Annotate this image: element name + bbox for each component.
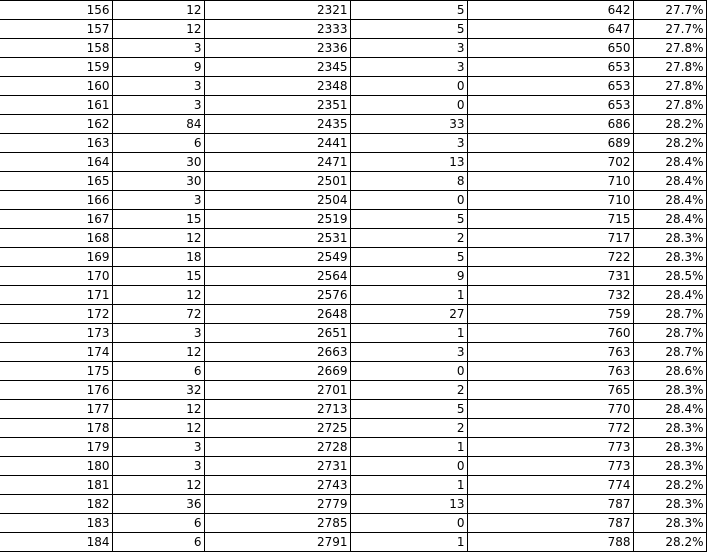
hits-cell[interactable]: 1 (350, 324, 467, 343)
table-row (0, 419, 706, 438)
rate-cell[interactable]: 28.3% (633, 248, 706, 267)
rate-cell[interactable]: 27.8% (633, 96, 706, 115)
hits-cell[interactable]: 3 (350, 134, 467, 153)
rate-cell[interactable]: 28.7% (633, 343, 706, 362)
hits-cell[interactable]: 5 (350, 1, 467, 20)
cumulative-hits-cell[interactable]: 653 (467, 77, 633, 96)
table-row (0, 96, 706, 115)
index-cell[interactable]: 173 (0, 324, 112, 343)
rate-cell[interactable]: 27.7% (633, 20, 706, 39)
cumulative-hits-cell[interactable]: 722 (467, 248, 633, 267)
cumulative-count-cell[interactable]: 2333 (204, 20, 350, 39)
cumulative-count-cell[interactable]: 2531 (204, 229, 350, 248)
index-cell[interactable]: 178 (0, 419, 112, 438)
cumulative-hits-cell[interactable]: 732 (467, 286, 633, 305)
cumulative-hits-cell[interactable]: 773 (467, 457, 633, 476)
cumulative-hits-cell[interactable]: 653 (467, 96, 633, 115)
cumulative-hits-cell[interactable]: 772 (467, 419, 633, 438)
cumulative-count-cell[interactable]: 2336 (204, 39, 350, 58)
cumulative-hits-cell[interactable]: 787 (467, 495, 633, 514)
cumulative-hits-cell[interactable]: 763 (467, 362, 633, 381)
table-row (0, 39, 706, 58)
cumulative-hits-cell[interactable]: 717 (467, 229, 633, 248)
rate-cell[interactable]: 28.3% (633, 419, 706, 438)
table-row (0, 514, 706, 533)
index-cell[interactable]: 170 (0, 267, 112, 286)
table-row (0, 324, 706, 343)
count-cell[interactable]: 3 (112, 96, 204, 115)
index-cell[interactable]: 176 (0, 381, 112, 400)
index-cell[interactable]: 177 (0, 400, 112, 419)
hits-cell[interactable]: 5 (350, 210, 467, 229)
rate-cell[interactable]: 27.8% (633, 39, 706, 58)
index-cell[interactable]: 163 (0, 134, 112, 153)
hits-cell[interactable]: 1 (350, 438, 467, 457)
cumulative-count-cell[interactable]: 2519 (204, 210, 350, 229)
cumulative-hits-cell[interactable]: 715 (467, 210, 633, 229)
rate-cell[interactable]: 27.8% (633, 77, 706, 96)
cumulative-count-cell[interactable]: 2713 (204, 400, 350, 419)
index-cell[interactable]: 164 (0, 153, 112, 172)
cumulative-hits-cell[interactable]: 710 (467, 172, 633, 191)
rate-cell[interactable]: 28.7% (633, 324, 706, 343)
count-cell[interactable]: 9 (112, 58, 204, 77)
index-cell[interactable]: 181 (0, 476, 112, 495)
rate-cell[interactable]: 28.4% (633, 191, 706, 210)
table-row (0, 1, 706, 20)
index-cell[interactable]: 166 (0, 191, 112, 210)
hits-cell[interactable]: 5 (350, 400, 467, 419)
hits-cell[interactable]: 1 (350, 476, 467, 495)
cumulative-count-cell[interactable]: 2576 (204, 286, 350, 305)
index-cell[interactable]: 184 (0, 533, 112, 552)
cumulative-count-cell[interactable]: 2669 (204, 362, 350, 381)
cumulative-count-cell[interactable]: 2785 (204, 514, 350, 533)
count-cell[interactable]: 3 (112, 457, 204, 476)
count-cell[interactable]: 3 (112, 77, 204, 96)
cumulative-count-cell[interactable]: 2728 (204, 438, 350, 457)
count-cell[interactable]: 3 (112, 39, 204, 58)
hits-cell[interactable]: 3 (350, 39, 467, 58)
count-cell[interactable]: 3 (112, 324, 204, 343)
cumulative-count-cell[interactable]: 2564 (204, 267, 350, 286)
hits-cell[interactable]: 0 (350, 514, 467, 533)
rate-cell[interactable]: 28.4% (633, 286, 706, 305)
hits-cell[interactable]: 1 (350, 533, 467, 552)
count-cell[interactable]: 12 (112, 286, 204, 305)
rate-cell[interactable]: 28.3% (633, 438, 706, 457)
cumulative-hits-cell[interactable]: 759 (467, 305, 633, 324)
rate-cell[interactable]: 28.2% (633, 115, 706, 134)
count-cell[interactable]: 3 (112, 438, 204, 457)
count-cell[interactable]: 12 (112, 229, 204, 248)
cumulative-hits-cell[interactable]: 788 (467, 533, 633, 552)
index-cell[interactable]: 182 (0, 495, 112, 514)
rate-cell[interactable]: 28.4% (633, 210, 706, 229)
hits-cell[interactable]: 2 (350, 229, 467, 248)
cumulative-hits-cell[interactable]: 647 (467, 20, 633, 39)
hits-cell[interactable]: 33 (350, 115, 467, 134)
cumulative-count-cell[interactable]: 2743 (204, 476, 350, 495)
count-cell[interactable]: 30 (112, 172, 204, 191)
index-cell[interactable]: 169 (0, 248, 112, 267)
rate-cell[interactable]: 28.4% (633, 172, 706, 191)
hits-cell[interactable]: 3 (350, 343, 467, 362)
cumulative-count-cell[interactable]: 2651 (204, 324, 350, 343)
count-cell[interactable]: 15 (112, 267, 204, 286)
cumulative-hits-cell[interactable]: 702 (467, 153, 633, 172)
index-cell[interactable]: 157 (0, 20, 112, 39)
hits-cell[interactable]: 2 (350, 419, 467, 438)
table-row (0, 381, 706, 400)
hits-cell[interactable]: 5 (350, 20, 467, 39)
index-cell[interactable]: 172 (0, 305, 112, 324)
hits-cell[interactable]: 8 (350, 172, 467, 191)
count-cell[interactable]: 84 (112, 115, 204, 134)
count-cell[interactable]: 12 (112, 343, 204, 362)
count-cell[interactable]: 12 (112, 476, 204, 495)
cumulative-count-cell[interactable]: 2725 (204, 419, 350, 438)
cumulative-count-cell[interactable]: 2549 (204, 248, 350, 267)
table-row (0, 191, 706, 210)
index-cell[interactable]: 175 (0, 362, 112, 381)
cumulative-count-cell[interactable]: 2779 (204, 495, 350, 514)
rate-cell[interactable]: 28.3% (633, 514, 706, 533)
index-cell[interactable]: 179 (0, 438, 112, 457)
rate-cell[interactable]: 28.2% (633, 134, 706, 153)
count-cell[interactable]: 3 (112, 191, 204, 210)
hits-cell[interactable]: 2 (350, 381, 467, 400)
count-cell[interactable]: 6 (112, 134, 204, 153)
table-row (0, 438, 706, 457)
table-row (0, 58, 706, 77)
cumulative-count-cell[interactable]: 2504 (204, 191, 350, 210)
index-cell[interactable]: 165 (0, 172, 112, 191)
count-cell[interactable]: 36 (112, 495, 204, 514)
table-row (0, 267, 706, 286)
rate-cell[interactable]: 28.6% (633, 362, 706, 381)
cumulative-count-cell[interactable]: 2648 (204, 305, 350, 324)
hits-cell[interactable]: 0 (350, 191, 467, 210)
table-row (0, 305, 706, 324)
rate-cell[interactable]: 28.7% (633, 305, 706, 324)
table-row (0, 20, 706, 39)
cumulative-count-cell[interactable]: 2348 (204, 77, 350, 96)
index-cell[interactable]: 167 (0, 210, 112, 229)
table-row (0, 210, 706, 229)
cumulative-count-cell[interactable]: 2351 (204, 96, 350, 115)
index-cell[interactable]: 161 (0, 96, 112, 115)
cumulative-count-cell[interactable]: 2321 (204, 1, 350, 20)
count-cell[interactable]: 15 (112, 210, 204, 229)
table-row (0, 248, 706, 267)
rate-cell[interactable]: 28.3% (633, 229, 706, 248)
hits-cell[interactable]: 13 (350, 153, 467, 172)
table-row (0, 77, 706, 96)
table-row (0, 476, 706, 495)
hits-cell[interactable]: 27 (350, 305, 467, 324)
index-cell[interactable]: 162 (0, 115, 112, 134)
index-cell[interactable]: 171 (0, 286, 112, 305)
cumulative-count-cell[interactable]: 2701 (204, 381, 350, 400)
cumulative-hits-cell[interactable]: 642 (467, 1, 633, 20)
index-cell[interactable]: 158 (0, 39, 112, 58)
rate-cell[interactable]: 28.3% (633, 381, 706, 400)
count-cell[interactable]: 12 (112, 20, 204, 39)
cumulative-hits-cell[interactable]: 765 (467, 381, 633, 400)
table-body (0, 1, 706, 552)
count-cell[interactable]: 18 (112, 248, 204, 267)
cumulative-hits-cell[interactable]: 774 (467, 476, 633, 495)
table-row (0, 343, 706, 362)
cumulative-hits-cell[interactable]: 689 (467, 134, 633, 153)
count-cell[interactable]: 12 (112, 400, 204, 419)
hits-cell[interactable]: 0 (350, 457, 467, 476)
cumulative-count-cell[interactable]: 2435 (204, 115, 350, 134)
cumulative-hits-cell[interactable]: 770 (467, 400, 633, 419)
hits-cell[interactable]: 13 (350, 495, 467, 514)
index-cell[interactable]: 174 (0, 343, 112, 362)
table-row (0, 533, 706, 552)
table-row (0, 153, 706, 172)
count-cell[interactable]: 72 (112, 305, 204, 324)
count-cell[interactable]: 30 (112, 153, 204, 172)
cumulative-hits-cell[interactable]: 653 (467, 58, 633, 77)
cumulative-count-cell[interactable]: 2663 (204, 343, 350, 362)
cumulative-count-cell[interactable]: 2791 (204, 533, 350, 552)
cumulative-hits-cell[interactable]: 787 (467, 514, 633, 533)
cumulative-hits-cell[interactable]: 763 (467, 343, 633, 362)
cumulative-count-cell[interactable]: 2471 (204, 153, 350, 172)
count-cell[interactable]: 6 (112, 514, 204, 533)
table-row (0, 134, 706, 153)
rate-cell[interactable]: 28.3% (633, 457, 706, 476)
rate-cell[interactable]: 28.2% (633, 533, 706, 552)
index-cell[interactable]: 168 (0, 229, 112, 248)
count-cell[interactable]: 32 (112, 381, 204, 400)
index-cell[interactable]: 159 (0, 58, 112, 77)
cumulative-hits-cell[interactable]: 650 (467, 39, 633, 58)
table-row (0, 362, 706, 381)
table-row (0, 400, 706, 419)
hits-cell[interactable]: 9 (350, 267, 467, 286)
table-row (0, 115, 706, 134)
hits-cell[interactable]: 0 (350, 362, 467, 381)
hits-cell[interactable]: 3 (350, 58, 467, 77)
rate-cell[interactable]: 27.8% (633, 58, 706, 77)
index-cell[interactable]: 180 (0, 457, 112, 476)
cumulative-hits-cell[interactable]: 710 (467, 191, 633, 210)
index-cell[interactable]: 156 (0, 1, 112, 20)
cumulative-hits-cell[interactable]: 731 (467, 267, 633, 286)
index-cell[interactable]: 183 (0, 514, 112, 533)
table-row (0, 172, 706, 191)
cumulative-hits-cell[interactable]: 773 (467, 438, 633, 457)
index-cell[interactable]: 160 (0, 77, 112, 96)
table-row (0, 229, 706, 248)
count-cell[interactable]: 12 (112, 419, 204, 438)
hits-cell[interactable]: 1 (350, 286, 467, 305)
cumulative-count-cell[interactable]: 2345 (204, 58, 350, 77)
rate-cell[interactable]: 28.4% (633, 400, 706, 419)
table-row (0, 286, 706, 305)
hits-cell[interactable]: 5 (350, 248, 467, 267)
rate-cell[interactable]: 27.7% (633, 1, 706, 20)
rate-cell[interactable]: 28.5% (633, 267, 706, 286)
rate-cell[interactable]: 28.4% (633, 153, 706, 172)
hits-cell[interactable]: 0 (350, 96, 467, 115)
cumulative-count-cell[interactable]: 2731 (204, 457, 350, 476)
count-cell[interactable]: 6 (112, 533, 204, 552)
rate-cell[interactable]: 28.3% (633, 495, 706, 514)
cumulative-count-cell[interactable]: 2441 (204, 134, 350, 153)
hits-cell[interactable]: 0 (350, 77, 467, 96)
cumulative-count-cell[interactable]: 2501 (204, 172, 350, 191)
table-row (0, 495, 706, 514)
rate-cell[interactable]: 28.2% (633, 476, 706, 495)
count-cell[interactable]: 12 (112, 1, 204, 20)
table-row (0, 457, 706, 476)
count-cell[interactable]: 6 (112, 362, 204, 381)
cumulative-hits-cell[interactable]: 760 (467, 324, 633, 343)
cumulative-hits-cell[interactable]: 686 (467, 115, 633, 134)
